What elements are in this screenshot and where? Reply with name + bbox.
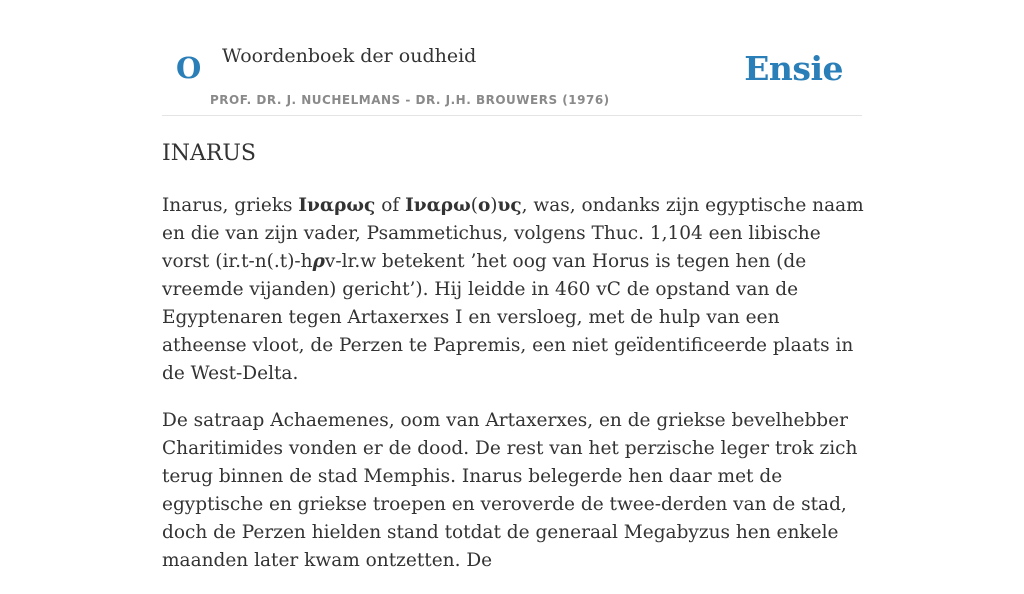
book-authors: PROF. DR. J. NUCHELMANS - DR. J.H. BROUWERS (1976) [210,93,610,107]
text-segment: of [375,195,406,216]
header [162,30,862,116]
index-letter-link[interactable]: O [176,51,202,85]
text-segment: ( [470,195,478,216]
article-paragraph: De satraap Achaemenes, oom van Artaxerxes, en de griekse bevelhebber Charitimides vonden er de dood. De rest van het perzische leger trok zich terug binnen de stad Memphis. Inarus belegerde hen daar met de egyptische en griekse troepen en veroverde de twee-derden van de stad, doch de Perzen hielden stand totdat de generaal Megabyzus hen enkele maanden later kwam ontzetten. De [162,410,858,571]
greek-term: υς [497,195,522,216]
text-segment: , was, ondanks zijn egyptische naam en die van zijn vader, Psammetichus, volgens Thuc. 1,104 een libische vorst (ir.t-n(.t)-h [162,195,864,272]
entry-title: INARUS [162,141,257,166]
greek-term: Ιναρω [405,195,471,216]
greek-letter-rho: ρ [312,251,325,272]
book-title: Woordenboek der oudheid [222,45,477,67]
text-segment: ) [490,195,498,216]
greek-term: ο [477,195,491,216]
ensie-logo[interactable]: Ensie [744,49,843,88]
article-paragraph [162,192,864,388]
text-segment: v-lr.w betekent ’het oog van Horus is tegen hen (de vreemde vijanden) gericht’). Hij leidde in 460 vC de opstand van de Egyptenaren tegen Artaxerxes I en versloeg, met de hulp van een atheense vloot, de Perzen te Papremis, een niet geïdentificeerde plaats in de West-Delta. [162,251,854,384]
text-segment: Inarus, grieks [162,195,299,216]
article-body [162,192,864,594]
greek-term: Ιναρως [298,195,376,216]
